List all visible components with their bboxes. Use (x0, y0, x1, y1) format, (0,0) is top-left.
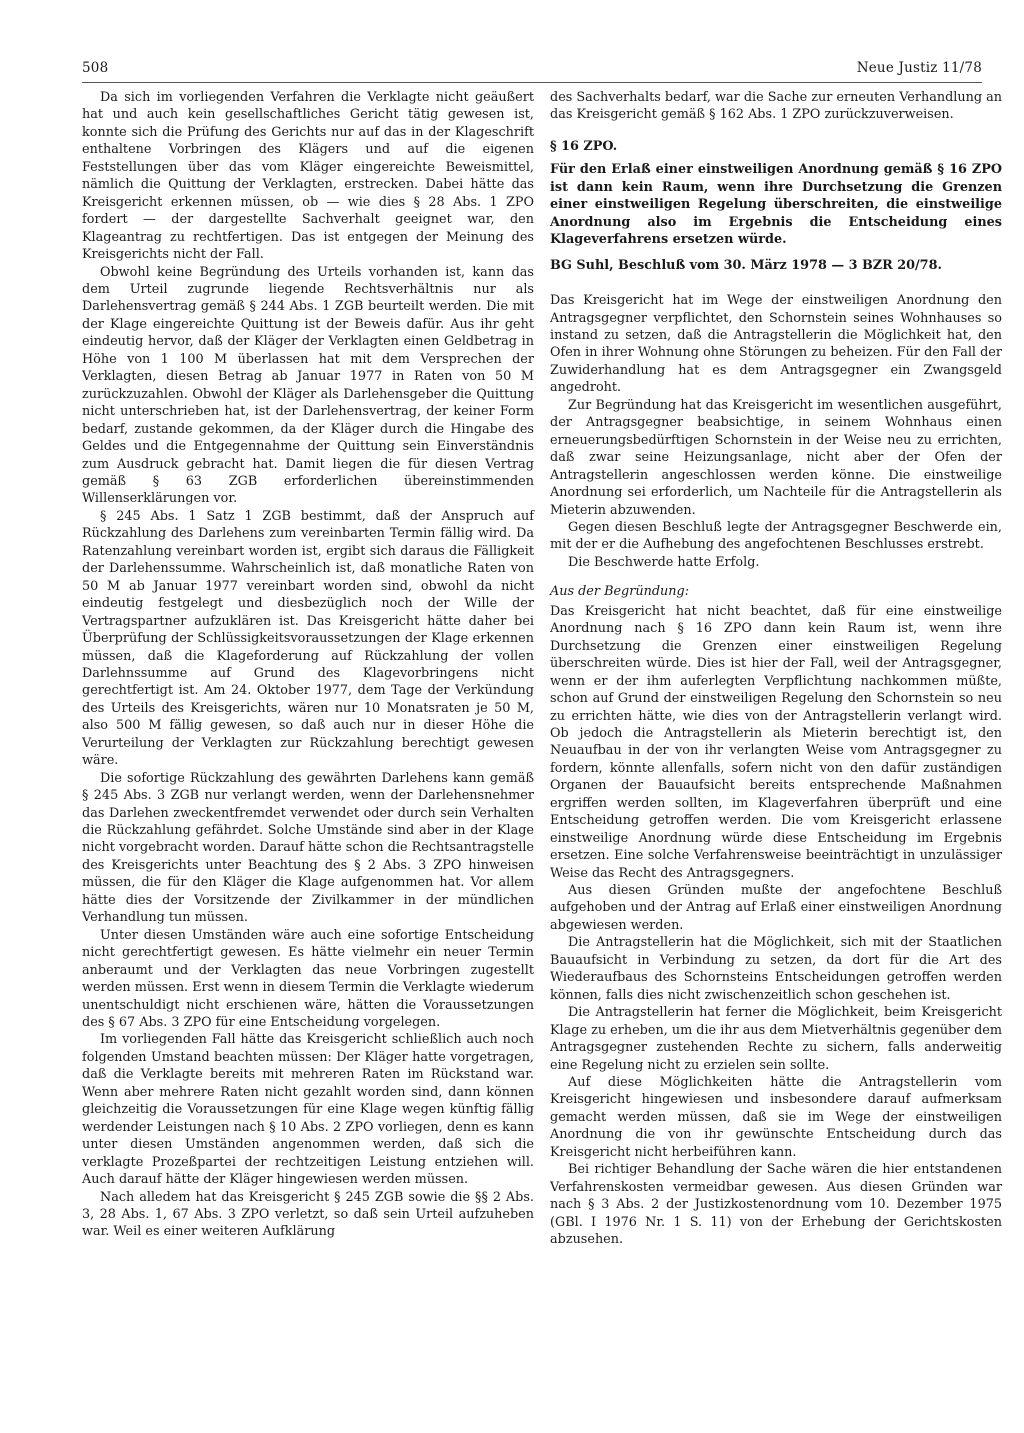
paragraph: Auf diese Möglichkeiten hätte die Antragstellerin vom Kreisgericht hingewiesen und insbesondere darauf aufmerksam gemacht werden müssen, daß sie im Wege der einstweiligen Anordnung die von ihr gewünschte Entscheidung durch das Kreisgericht nicht herbeiführen kann. (550, 1075, 1002, 1160)
paragraph: Die Antragstellerin hat die Möglichkeit, sich mit der Staatlichen Bauaufsicht in Verbindung zu setzen, da dort für die Art des Wiederaufbaus des Schornsteins Entscheidungen getroffen werden können, falls dies nicht zwischenzeitlich schon geschehen ist. (550, 935, 1002, 1003)
paragraph: Das Kreisgericht hat nicht beachtet, daß für eine einstweilige Anordnung nach § 16 ZPO dann kein Raum ist, wenn ihre Durchsetzung die Grenzen einer einstweiligen Regelung überschreiten würde. Dies ist hier der Fall, weil der Antragsgegner, wenn er der ihm auferlegten Verpflichtung nachkommen müßte, schon auf Grund der einstweiligen Regelung den Schornstein so neu zu errichten hätte, wie dies von der Antragstellerin verlangt wird. Ob jedoch die Antragstellerin als Mieterin berechtigt ist, den Neuaufbau in der von ihr verlangten Weise vom Antragsgegner zu fordern, könnte allenfalls, sofern nicht von den dafür zuständigen Organen der Bauaufsicht bereits entsprechende Maßnahmen ergriffen werden sollten, im Klageverfahren überprüft und eine Entscheidung getroffen werden. Die vom Kreisgericht erlassene einstweilige Anordnung würde diese Entscheidung im Ergebnis ersetzen. Eine solche Verfahrensweise beeinträchtigt in unzulässiger Weise das Recht des Antragsgegners. (550, 603, 1002, 881)
paragraph: Die sofortige Rückzahlung des gewährten Darlehens kann gemäß § 245 Abs. 3 ZGB nur verlangt werden, wenn der Darlehensnehmer das Darlehen zweckentfremdet verwendet oder durch sein Verhalten die Rückzahlung gefährdet. Solche Umstände sind aber in der Klage nicht vorgebracht worden. Darauf hätte schon die Rechtsantragstelle des Kreisgerichts unter Beachtung des § 2 Abs. 3 ZPO hinweisen müssen, die für den Kläger die Klage aufgenommen hat. Vor allem hätte dies der Vorsitzende der Zivilkammer in der mündlichen Verhandlung tun müssen. (82, 770, 534, 926)
paragraph: Zur Begründung hat das Kreisgericht im wesentlichen ausgeführt, der Antragsgegner beabsichtige, in seinem Wohnhaus einen erneuerungsbedürftigen Schornstein in der Weise neu zu errichten, daß zwar seine Heizungsanlage, nicht aber der Ofen der Antragstellerin angeschlossen werden könne. Die einstweilige Anordnung sei erforderlich, um Nachteile für die Antragstellerin als Mieterin abzuwenden. (550, 397, 1002, 518)
headnote: Für den Erlaß einer einstweiligen Anordnung gemäß § 16 ZPO ist dann kein Raum, wenn ihre Durchsetzung die Grenzen einer einstweiligen Regelung überschreiten, die einstweilige Anordnung also im Ergebnis die Entscheidung eines Klageverfahrens ersetzen würde. (550, 162, 1002, 248)
journal-issue: Neue Justiz 11/78 (856, 60, 982, 76)
paragraph: Die Beschwerde hatte Erfolg. (568, 554, 760, 570)
section-title: § 16 ZPO. (550, 138, 618, 154)
paragraph: Das Kreisgericht hat im Wege der einstweiligen Anordnung den Antragsgegner verpflichtet, den Schornstein seines Wohnhauses so instand zu setzen, daß die Antragstellerin die Möglichkeit hat, den Ofen in ihrer Wohnung ohne Störungen zu beheizen. Für den Fall der Zuwiderhandlung hat es dem Antragsgegner ein Zwangsgeld angedroht. (550, 293, 1002, 396)
continuation-paragraph: des Sachverhalts bedarf, war die Sache zur erneuten Verhandlung an das Kreisgericht gemäß § 162 Abs. 1 ZPO zurückzuverweisen. (550, 90, 1002, 123)
paragraph: Aus diesen Gründen mußte der angefochtene Beschluß aufgehoben und der Antrag auf Erlaß einer einstweiligen Anordnung abgewiesen werden. (550, 883, 1002, 933)
paragraph: Da sich im vorliegenden Verfahren die Verklagte nicht geäußert hat und auch kein gesellschaftliches Gericht tätig gewesen ist, konnte sich die Prüfung des Gerichts nur auf das in der Klageschrift enthaltene Vorbringen des Klägers und auf die eigenen Feststellungen über das vom Kläger eingereichte Beweismittel, nämlich die Quittung der Verklagten, erstrecken. Dabei hätte das Kreisgericht erkennen müssen, ob — wie dies § 28 Abs. 1 ZPO fordert — der dargestellte Sachverhalt geeignet war, den Klageantrag zu rechtfertigen. Das ist entgegen der Meinung des Kreisgerichts nicht der Fall. (82, 90, 534, 263)
paragraph: Gegen diesen Beschluß legte der Antragsgegner Beschwerde ein, mit der er die Aufhebung des angefochtenen Beschlusses erstrebt. (550, 519, 1002, 553)
paragraph: Obwohl keine Begründung des Urteils vorhanden ist, kann das dem Urteil zugrunde liegende Rechtsverhältnis nur als Darlehensvertrag gemäß § 244 Abs. 1 ZGB beurteilt werden. Die mit der Klage eingereichte Quittung ist der Beweis dafür. Aus ihr geht eindeutig hervor, daß der Kläger der Verklagten einen Geldbetrag in Höhe von 1 100 M überlassen hat mit dem Versprechen der Verklagten, diesen Betrag ab Januar 1977 in Raten von 50 M zurückzuzahlen. Obwohl der Kläger als Darlehensgeber die Quittung nicht unterschrieben hat, ist der Darlehensvertrag, der keiner Form bedarf, zustande gekommen, da der Kläger durch die Hingabe des Geldes und die Entgegennahme der Quittung sein Einverständnis zum Ausdruck gebracht hat. Damit liegen die für diesen Vertrag gemäß § 63 ZGB erforderlichen übereinstimmenden Willenserklärungen vor. (82, 264, 534, 507)
paragraph: Unter diesen Umständen wäre auch eine sofortige Entscheidung nicht gerechtfertigt gewesen. Es hätte vielmehr ein neuer Termin anberaumt und der Verklagten das neue Vorbringen zugestellt werden müssen. Erst wenn in diesem Termin die Verklagte wiederum unentschuldigt nicht erschienen wäre, hätten die Voraussetzungen des § 67 Abs. 3 ZPO für eine Entscheidung vorgelegen. (82, 927, 534, 1031)
paragraph: § 245 Abs. 1 Satz 1 ZGB bestimmt, daß der Anspruch auf Rückzahlung des Darlehens zum vereinbarten Termin fällig wird. Da Ratenzahlung vereinbart worden ist, ergibt sich daraus die Fälligkeit der Darlehenssumme. Wahrscheinlich ist, daß monatliche Raten von 50 M ab Januar 1977 vereinbart worden sind, obwohl da nicht eindeutig festgelegt und diesbezüglich noch der Wille der Vertragspartner aufzuklären ist. Das Kreisgericht hätte daher bei Überprüfung der Schlüssigkeitsvoraussetzungen der Klage erkennen müssen, daß die Klageforderung auf Rückzahlung der vollen Darlehnssumme auf Grund des Klagevorbringens nicht gerechtfertigt ist. Am 24. Oktober 1977, dem Tage der Verkündung des Urteils des Kreisgerichts, wären nur 10 Monatsraten je 50 M, also 500 M fällig gewesen, so daß auch nur in dieser Höhe die Verurteilung der Verklagten zur Rückzahlung berechtigt gewesen wäre. (82, 508, 534, 769)
page-header (82, 60, 982, 83)
right-column (550, 89, 1002, 1249)
paragraph: Nach alledem hat das Kreisgericht § 245 ZGB sowie die §§ 2 Abs. 3, 28 Abs. 1, 67 Abs. 3 ZPO verletzt, so daß sein Urteil aufzuheben war. Weil es einer weiteren Aufklärung (82, 1189, 534, 1240)
paragraph: Im vorliegenden Fall hätte das Kreisgericht schließlich auch noch folgenden Umstand beachten müssen: Der Kläger hatte vorgetragen, daß die Verklagte bereits mit mehreren Raten im Rückstand war. Wenn aber mehrere Raten nicht gezahlt worden sind, dann können gleichzeitig die Voraussetzungen für eine Klage wegen künftig fällig werdender Leistungen nach § 10 Abs. 2 ZPO vorliegen, denn es kann unter diesen Umständen angenommen werden, daß sich die verklagte Prozeßpartei der rechtzeitigen Leistung entziehen will. Auch darauf hätte der Kläger hingewiesen werden müssen. (82, 1032, 534, 1188)
reasons-heading: Aus der Begründung: (550, 584, 690, 600)
left-column (82, 89, 534, 1241)
paragraph: Die Antragstellerin hat ferner die Möglichkeit, beim Kreisgericht Klage zu erheben, um die ihr aus dem Mietverhältnis gegenüber dem Antragsgegner zustehenden Rechte zu sichern, falls anderweitig eine Regelung nicht zu erzielen sein sollte. (550, 1005, 1002, 1073)
page-number: 508 (82, 60, 109, 76)
paragraph: Bei richtiger Behandlung der Sache wären die hier entstandenen Verfahrenskosten vermeidbar gewesen. Aus diesen Gründen war nach § 3 Abs. 2 der Justizkostenordnung vom 10. Dezember 1975 (GBl. I 1976 Nr. 1 S. 11) von der Erhebung der Gerichtskosten abzusehen. (550, 1162, 1002, 1248)
court-citation: BG Suhl, Beschluß vom 30. März 1978 — 3 BZR 20/78. (550, 257, 942, 273)
